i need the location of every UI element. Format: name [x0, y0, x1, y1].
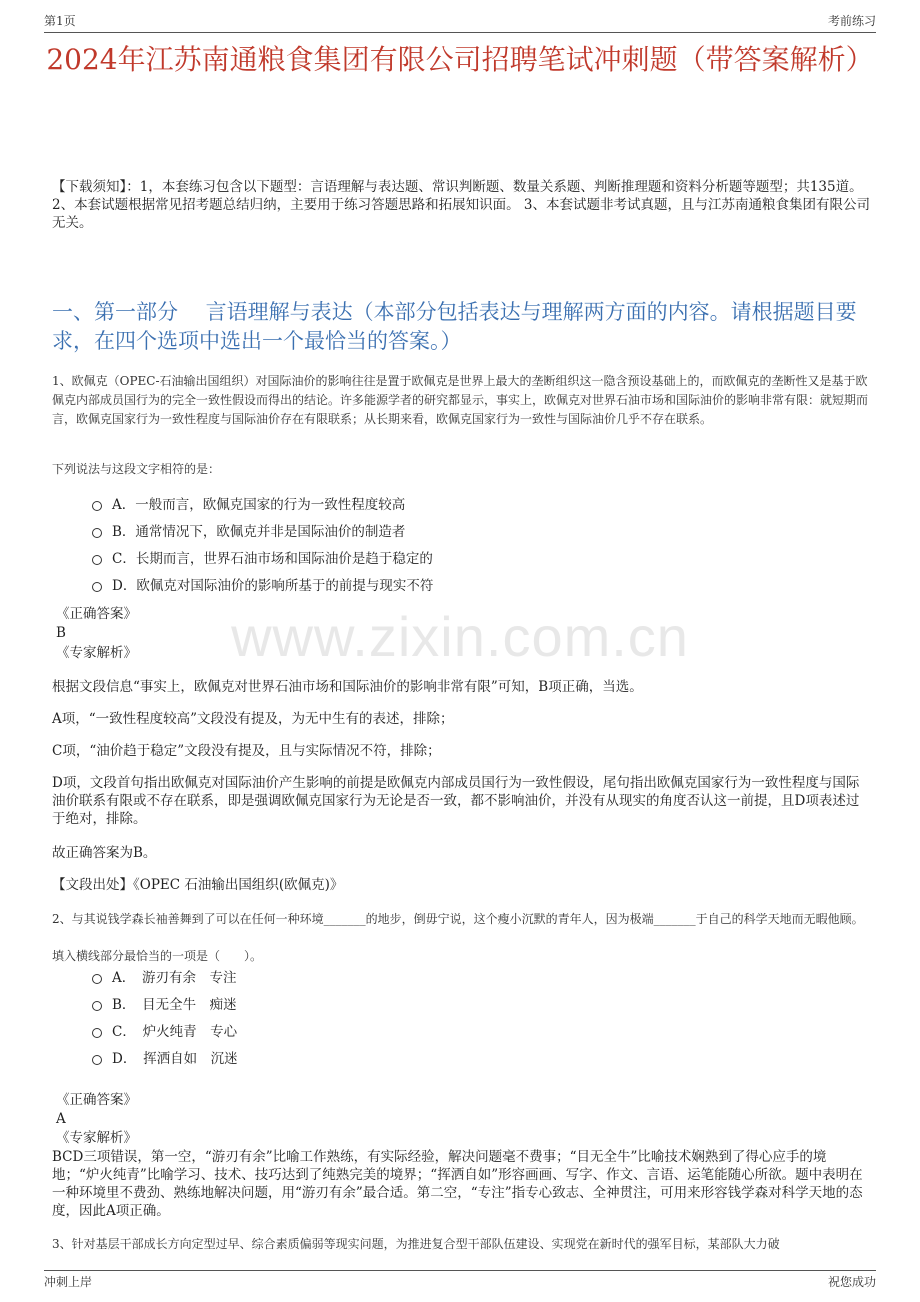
- question-2-option-c[interactable]: C． 炉火纯青 专心: [92, 1021, 237, 1043]
- analysis-paragraph: D项，文段首句指出欧佩克对国际油价产生影响的前提是欧佩克内部成员国行为一致性假设，尾句指出欧佩克国家行为一致性程度与国际油价联系有限或不存在联系，即是强调欧佩克国家行为无论是否一致，都不影响油价，并没有从现实的角度否认这一前提，且D项表述过于绝对，排除。: [52, 775, 860, 827]
- question-1-option-a[interactable]: A．一般而言，欧佩克国家的行为一致性程度较高: [92, 494, 405, 516]
- radio-icon[interactable]: [92, 582, 102, 592]
- section-heading: 一、第一部分 言语理解与表达（本部分包括表达与理解两方面的内容。请根据题目要求，在四个选项中选出一个最恰当的答案。）: [52, 300, 857, 353]
- watermark: www.zixin.com.cn: [231, 605, 689, 668]
- question-3-stem: 3、针对基层干部成长方向定型过早、综合素质偏弱等现实问题，为推进复合型干部队伍建设、实现党在新时代的强军目标，某部队大力破: [52, 1237, 780, 1251]
- answer-label: 《正确答案》: [56, 606, 137, 622]
- radio-icon[interactable]: [92, 974, 102, 984]
- source-citation: 【文段出处】《OPEC 石油输出国组织(欧佩克)》: [52, 877, 344, 893]
- question-2-prompt: 填入横线部分最恰当的一项是（ ）。: [52, 949, 263, 963]
- radio-icon[interactable]: [92, 1001, 102, 1011]
- question-1-stem: 1、欧佩克（OPEC-石油输出国组织）对国际油价的影响往往是置于欧佩克是世界上最大的垄断组织这一隐含预设基础上的，而欧佩克的垄断性又是基于欧佩克内部成员国行为的完全一致性假设而得出的结论。许多能源学者的研究都显示，事实上，欧佩克对世界石油市场和国际油价的影响非常有限：就短期而言，欧佩克国家行为一致性程度与国际油价存在有限联系；从长期来看，欧佩克国家行为一致性与国际油价几乎不存在联系。: [52, 374, 869, 426]
- document-title: 2024年江苏南通粮食集团有限公司招聘笔试冲刺题（带答案解析）: [46, 43, 874, 76]
- analysis-paragraph: 故正确答案为B。: [52, 845, 157, 861]
- analysis-label: 《专家解析》: [56, 645, 137, 661]
- question-2-option-b[interactable]: B． 目无全牛 痴迷: [92, 994, 237, 1016]
- radio-icon[interactable]: [92, 1055, 102, 1065]
- footer-left: 冲刺上岸: [44, 1275, 93, 1289]
- analysis-paragraph: C项，“油价趋于稳定”文段没有提及，且与实际情况不符，排除；: [52, 743, 441, 759]
- page-number: 第1页: [44, 14, 76, 28]
- download-notice: 【下载须知】：1，本套练习包含以下题型：言语理解与表达题、常识判断题、数量关系题、判断推理题和资料分析题等题型；共135道。 2、本套试题根据常见招考题总结归纳，主要用于练习答题思路和拓展知识面。 3、本套试题非考试真题，且与江苏南通粮食集团有限公司无关。: [52, 179, 870, 231]
- answer-value: A: [56, 1111, 66, 1127]
- radio-icon[interactable]: [92, 555, 102, 565]
- question-1-option-c[interactable]: C．长期而言，世界石油市场和国际油价是趋于稳定的: [92, 548, 433, 570]
- analysis-label: 《专家解析》: [56, 1130, 137, 1146]
- answer-label: 《正确答案》: [56, 1092, 137, 1108]
- radio-icon[interactable]: [92, 501, 102, 511]
- header-label: 考前练习: [827, 14, 876, 28]
- analysis-paragraph: BCD三项错误，第一空，“游刃有余”比喻工作熟练，有实际经验，解决问题毫不费事；“目无全牛”比喻技术娴熟到了得心应手的境地；“炉火纯青”比喻学习、技术、技巧达到了纯熟完美的境界；“挥洒自如”形容画画、写字、作文、言语、运笔能随心所欲。题中表明在一种环境里不费劲、熟练地解决问题，用“游刃有余”最合适。第二空，“专注”指专心致志、全神贯注，可用来形容钱学森对科学天地的态度，因此A项正确。: [52, 1149, 863, 1219]
- question-2-stem: 2、与其说钱学森长袖善舞到了可以在任何一种环境_______的地步，倒毋宁说，这个瘦小沉默的青年人，因为极端_______于自己的科学天地而无暇他顾。: [52, 912, 864, 926]
- page-footer: [44, 1270, 876, 1293]
- radio-icon[interactable]: [92, 1028, 102, 1038]
- answer-value: B: [56, 625, 66, 641]
- question-1-option-d[interactable]: D．欧佩克对国际油价的影响所基于的前提与现实不符: [92, 575, 433, 597]
- page-header: [44, 12, 876, 33]
- question-2-option-d[interactable]: D． 挥洒自如 沉迷: [92, 1048, 238, 1070]
- analysis-paragraph: 根据文段信息“事实上，欧佩克对世界石油市场和国际油价的影响非常有限”可知，B项正确，当选。: [52, 679, 643, 695]
- analysis-paragraph: A项，“一致性程度较高”文段没有提及，为无中生有的表述，排除；: [52, 711, 454, 727]
- radio-icon[interactable]: [92, 528, 102, 538]
- question-1-prompt: 下列说法与这段文字相符的是：: [52, 462, 221, 476]
- footer-right: 祝您成功: [827, 1275, 876, 1289]
- question-1-option-b[interactable]: B．通常情况下，欧佩克并非是国际油价的制造者: [92, 521, 405, 543]
- question-2-option-a[interactable]: A． 游刃有余 专注: [92, 967, 237, 989]
